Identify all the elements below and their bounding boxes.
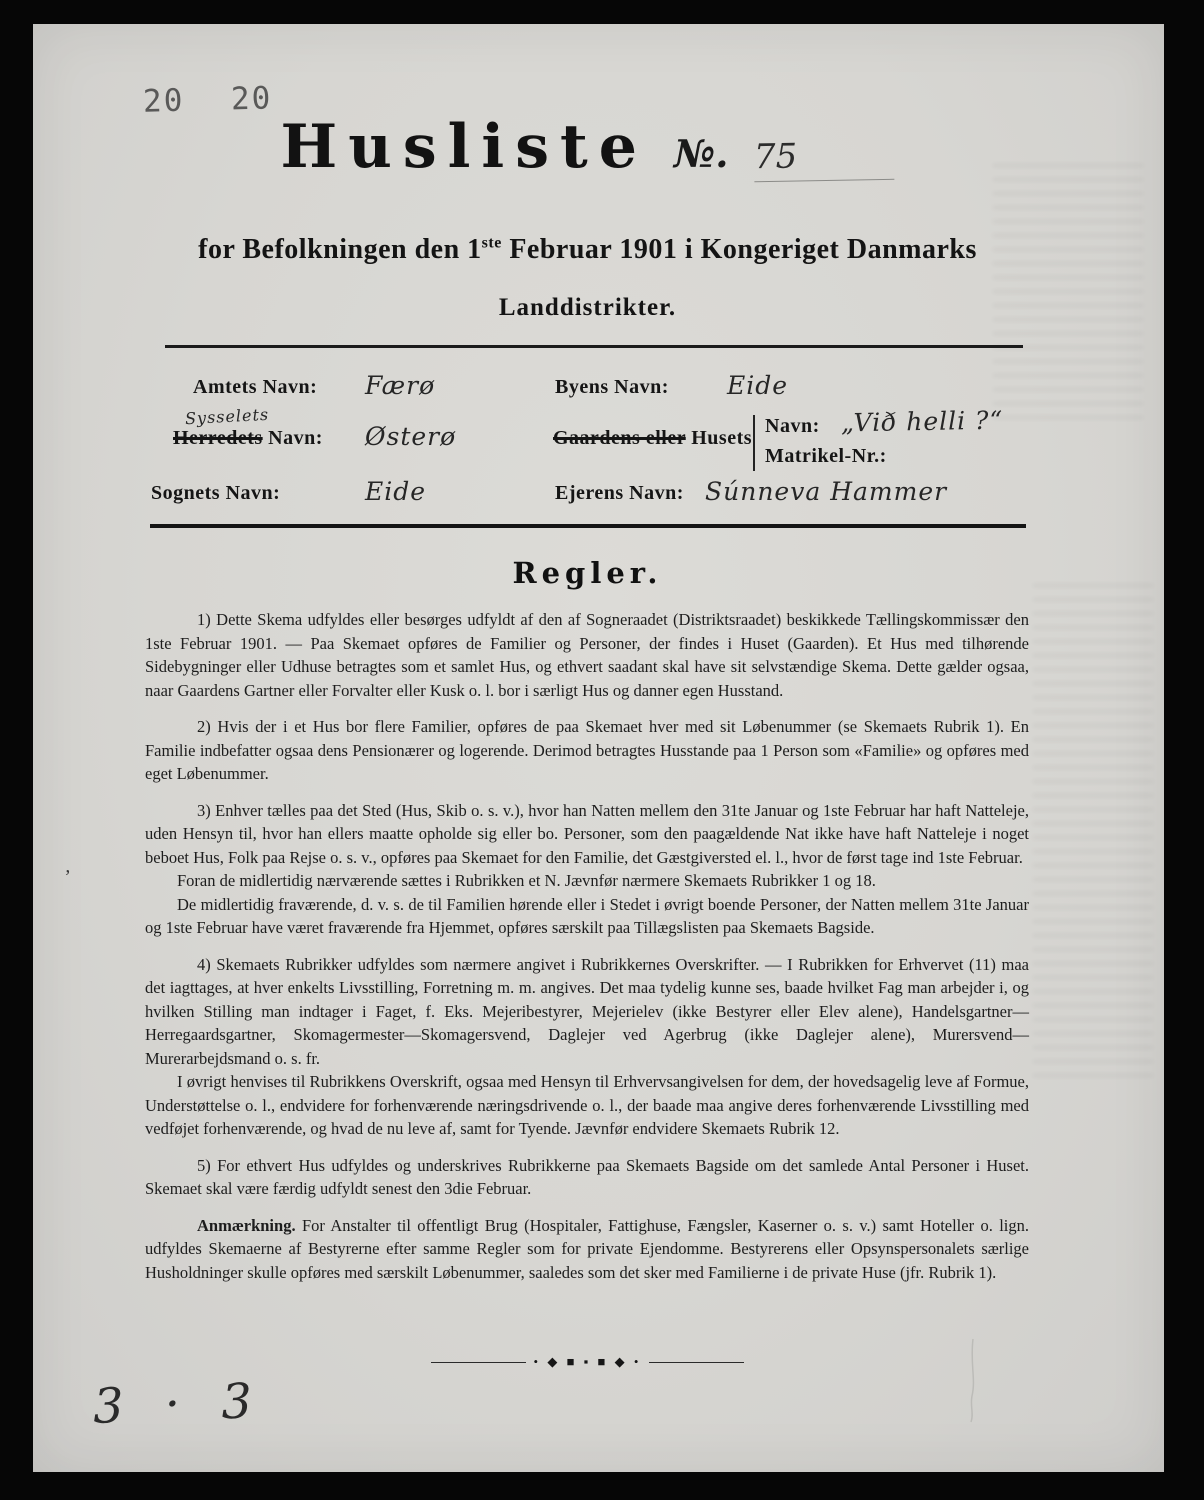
divider-line-left <box>431 1362 526 1363</box>
rule-paragraph-1: 1) Dette Skema udfyldes eller besørges udfyldt af den af Sogneraadet (Distriktsraadet) beskikkede Tællingskommissær den 1ste Februar 1901. — Paa Skemaet opføres de Familier og Personer, der findes i Huset (Gaarden). Et Hus med tilhørende Sidebygninger eller Udhuse betragtes som et samlet Hus, og ethvert saadant skal have sit selvstændige Skema. Dette gælder ogsaa, naar Gaardens Gartner eller Forvalter eller Kusk o. l. bor i særligt Hus og danner egen Husstand. <box>145 610 1029 700</box>
scanned-document-page <box>33 24 1164 1472</box>
horizontal-rule-top <box>165 345 1023 348</box>
page-number-stamp: 20 20 <box>142 80 273 120</box>
amtets-navn-value: Færø <box>365 371 436 400</box>
rule-paragraph-4: 4) Skemaets Rubrikker udfyldes som nærmere angivet i Rubrikkernes Overskrifter. — I Rubrikken for Erhvervet (11) maa det iagttages, at hver enkelts Livsstilling, Forretning m. m. angives. Det maa tydelig kunne ses, baade hvilket Fag man arbejder i, og hvilken Stilling man indtager i Faget, f. Eks. Mejeribestyrer, Mejerielev (ikke Bestyrer eller Elev alene), Handelsgartner—Herregaardsgartner, Skomagermester—Skomagersvend, Daglejer ved Agerbrug (ikke Daglejer alene), Murersvend—Murerarbejdsmand o. s. fr. <box>145 954 1029 1068</box>
rules-text-block <box>145 608 1029 1284</box>
sysselets-handwritten-correction: Sysselets <box>184 404 270 429</box>
document-title-row <box>145 112 1030 182</box>
ejerens-navn-value: Súnneva Hammer <box>705 477 948 506</box>
rule-paragraph-5: 5) For ethvert Hus udfyldes og underskrives Rubrikkerne paa Skemaets Bagside om det samlede Antal Personer i Huset. Skemaet skal være færdig udfyldt senest den 3die Februar. <box>145 1155 1029 1198</box>
sognets-navn-value: Eide <box>365 477 427 506</box>
region-heading: Landdistrikter. <box>498 294 677 321</box>
field-ejerens-navn <box>555 477 948 506</box>
subtitle-superscript: ste <box>481 234 502 252</box>
divider-line-right <box>649 1362 744 1363</box>
document-title: Husliste <box>280 112 648 182</box>
remark-text: For Anstalter til offentligt Brug (Hospitaler, Fattighuse, Fængsler, Kaserner o. s. v.) samt Hoteller o. lign. udfyldes Skemaerne af Bestyrerne efter samme Regler som for private Ejendomme. Bestyrerens eller Opsynspersonalets særlige Husholdninger skulle opføres med særskilt Løbenummer, saaledes som det sker med Familierne i de private Huse (jfr. Rubrik 1). <box>145 1215 1029 1282</box>
sysselets-navn-value: Østerø <box>365 422 457 451</box>
subtitle-text-pre: for Befolkningen den 1 <box>198 234 482 265</box>
rules-heading: Regler. <box>512 556 663 590</box>
decorative-divider <box>145 1354 1030 1370</box>
margin-mark: ’ <box>63 866 70 888</box>
bleed-through-texture <box>1033 584 1153 1084</box>
field-byens-navn <box>555 371 789 400</box>
document-subtitle <box>125 234 1050 266</box>
husets-navn-label: Navn: <box>765 415 820 437</box>
sognets-navn-label: Sognets Navn: <box>151 482 281 504</box>
brace-divider <box>753 415 755 471</box>
faint-pen-trace <box>928 1334 1018 1424</box>
ejerens-navn-label: Ejerens Navn: <box>555 482 684 504</box>
husets-label: Husets <box>691 427 753 449</box>
handwritten-form-number: 75 <box>754 135 895 182</box>
subtitle-text-post: Februar 1901 i Kongeriget Danmarks <box>501 234 977 265</box>
navn-label: Navn: <box>268 427 323 449</box>
field-husets-navn <box>553 405 1004 467</box>
field-sysselets-navn <box>173 404 457 451</box>
remark-paragraph <box>145 1214 1029 1285</box>
byens-navn-label: Byens Navn: <box>555 376 669 398</box>
remark-lead-label: Anmærkning. <box>197 1215 296 1235</box>
gaardens-eller-struck-label: Gaardens eller <box>553 427 686 449</box>
herredets-struck-label: Herredets <box>173 427 263 449</box>
rule-paragraph-4a: I øvrigt henvises til Rubrikkens Overskrift, ogsaa med Hensyn til Erhvervsangivelsen for dem, der hovedsagelig leve af Formue, Understøttelse o. l., endvidere for forhenværende næringsdrivende o. l., der baade maa angive deres forhenværende Livsstilling med vedføjet forhenværende, og hvad de nu leve af, samt for Tyende. Jævnfør endvidere Skemaets Rubrik 12. <box>145 1072 1029 1138</box>
husets-navn-value: „Við helli ?“ <box>840 405 1004 438</box>
handwritten-bottom-note: 3 · 3 <box>92 1373 257 1435</box>
rule-paragraph-3: 3) Enhver tælles paa det Sted (Hus, Skib o. s. v.), hvor han Natten mellem den 31te Januar og 1ste Februar har haft Natteleje, uden Hensyn til, hvor han ellers maatte opholde sig eller bo. Personer, som den paagældende Nat ikke have haft Natteleje i noget beboet Hus, Folk paa Rejse o. s. v., opføres paa Skemaet for den Familie, det Gæstgiversted el. l., hvor de først tage ind 1ste Februar. <box>145 800 1029 867</box>
matrikel-nr-label: Matrikel-Nr.: <box>765 445 887 467</box>
divider-ornament-icon: • ◆ ■ ▪ ■ ◆ • <box>533 1354 642 1369</box>
field-amtets-navn <box>193 371 436 400</box>
number-sign-label: №. <box>673 131 729 176</box>
byens-navn-value: Eide <box>727 371 789 400</box>
horizontal-rule-bottom <box>150 524 1026 528</box>
rule-paragraph-3a: Foran de midlertidig nærværende sættes i Rubrikken et N. Jævnfør nærmere Skemaets Rubrikker 1 og 18. <box>177 871 876 890</box>
rule-paragraph-3b: De midlertidig fraværende, d. v. s. de til Familien hørende eller i Stedet i øvrigt boende Personer, der Natten mellem 31te Januar og 1ste Februar have været fraværende fra Hjemmet, opføres særskilt paa Tillægslisten paa Skemaets Bagside. <box>145 894 1029 937</box>
field-sognets-navn <box>151 477 427 506</box>
amtets-navn-label: Amtets Navn: <box>193 376 318 398</box>
rule-paragraph-2: 2) Hvis der i et Hus bor flere Familier, opføres de paa Skemaet hver med sit Løbenummer (se Skemaets Rubrik 1). En Familie indbefatter ogsaa dens Pensionærer og logerende. Derimod betragtes Husstande paa 1 Person som «Familie» og opføres med eget Løbenummer. <box>145 717 1029 783</box>
